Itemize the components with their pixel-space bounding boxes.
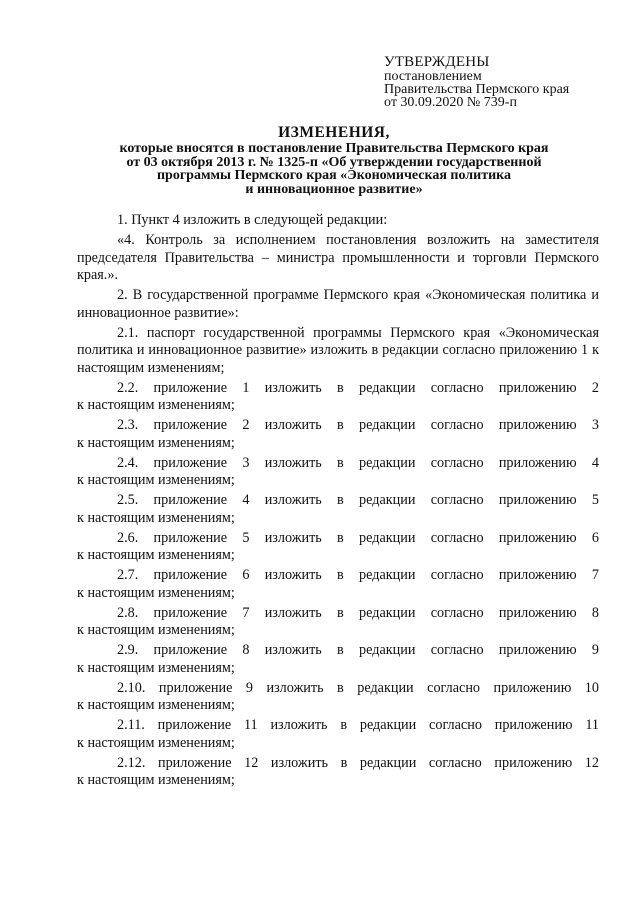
- paragraph: 2. В государственной программе Пермского края «Экономическая политика и инновационное развитие»:: [77, 287, 599, 321]
- approval-heading: УТВЕРЖДЕНЫ: [384, 54, 490, 70]
- list-item-text: 2.9. приложение 8 изложить в редакции согласно приложению 9: [117, 642, 599, 658]
- list-item: [77, 605, 599, 640]
- list-item-text: 2.10. приложение 9 изложить в редакции согласно приложению 10: [117, 679, 599, 696]
- list-item: [77, 567, 599, 602]
- list-item-text: 2.12. приложение 12 изложить в редакции согласно приложению 12: [117, 754, 599, 771]
- list-item-text: 2.8. приложение 7 изложить в редакции согласно приложению 8: [117, 604, 599, 621]
- list-item-text: 2.7. приложение 6 изложить в редакции согласно приложению 7: [117, 567, 599, 583]
- document-body: [77, 212, 599, 792]
- list-item-text: 2.3. приложение 2 изложить в редакции согласно приложению 3: [117, 417, 599, 433]
- list-item-text: 2.6. приложение 5 изложить в редакции согласно приложению 6: [117, 529, 599, 546]
- list-item: [77, 755, 599, 790]
- approval-line: от 30.09.2020 № 739-п: [384, 95, 517, 110]
- list-item: [77, 492, 599, 527]
- paragraph: 1. Пункт 4 изложить в следующей редакции:: [117, 212, 388, 228]
- approval-stamp: [384, 54, 569, 109]
- document-title: [60, 124, 608, 196]
- list-item-continuation: к настоящим изменениям;: [77, 622, 235, 638]
- list-item: [77, 455, 599, 490]
- list-item: [77, 717, 599, 752]
- list-item: [77, 530, 599, 565]
- list-item-continuation: к настоящим изменениям;: [77, 734, 235, 751]
- paragraph: 2.1. паспорт государственной программы Пермского края «Экономическая политика и инновационное развитие» изложить в редакции согласно приложению 1 к настоящим изменениям;: [77, 324, 599, 376]
- list-item-continuation: к настоящим изменениям;: [77, 772, 235, 788]
- title-line: и инновационное развитие»: [245, 181, 423, 197]
- approval-line: Правительства Пермского края: [384, 82, 570, 97]
- list-item-text: 2.5. приложение 4 изложить в редакции согласно приложению 5: [117, 492, 599, 508]
- list-item: [77, 642, 599, 677]
- list-item-text: 2.11. приложение 11 изложить в редакции согласно приложению 11: [117, 717, 599, 733]
- list-item-text: 2.4. приложение 3 изложить в редакции согласно приложению 4: [117, 454, 599, 471]
- list-item: [77, 417, 599, 452]
- title-line: которые вносятся в постановление Правительства Пермского края: [119, 141, 549, 156]
- title-subtitle: [60, 142, 608, 196]
- list-item-continuation: к настоящим изменениям;: [77, 509, 235, 526]
- title-main: ИЗМЕНЕНИЯ,: [278, 124, 390, 141]
- list-item-continuation: к настоящим изменениям;: [77, 472, 235, 488]
- title-line: программы Пермского края «Экономическая политика: [156, 168, 512, 183]
- list-item-text: 2.2. приложение 1 изложить в редакции согласно приложению 2: [117, 379, 599, 396]
- list-item-continuation: к настоящим изменениям;: [77, 697, 235, 713]
- list-item-continuation: к настоящим изменениям;: [77, 584, 235, 601]
- paragraph: «4. Контроль за исполнением постановления возложить на заместителя председателя Правительства – министра промышленности и торговли Пермского края.».: [77, 232, 599, 283]
- list-item-continuation: к настоящим изменениям;: [77, 659, 235, 676]
- list-item: [77, 380, 599, 415]
- list-item-continuation: к настоящим изменениям;: [77, 397, 235, 413]
- list-item-continuation: к настоящим изменениям;: [77, 434, 235, 451]
- title-line: от 03 октября 2013 г. № 1325-п «Об утверждении государственной: [126, 154, 542, 170]
- list-item: [77, 680, 599, 715]
- approval-line: постановлением: [384, 69, 482, 84]
- list-item-continuation: к настоящим изменениям;: [77, 547, 235, 563]
